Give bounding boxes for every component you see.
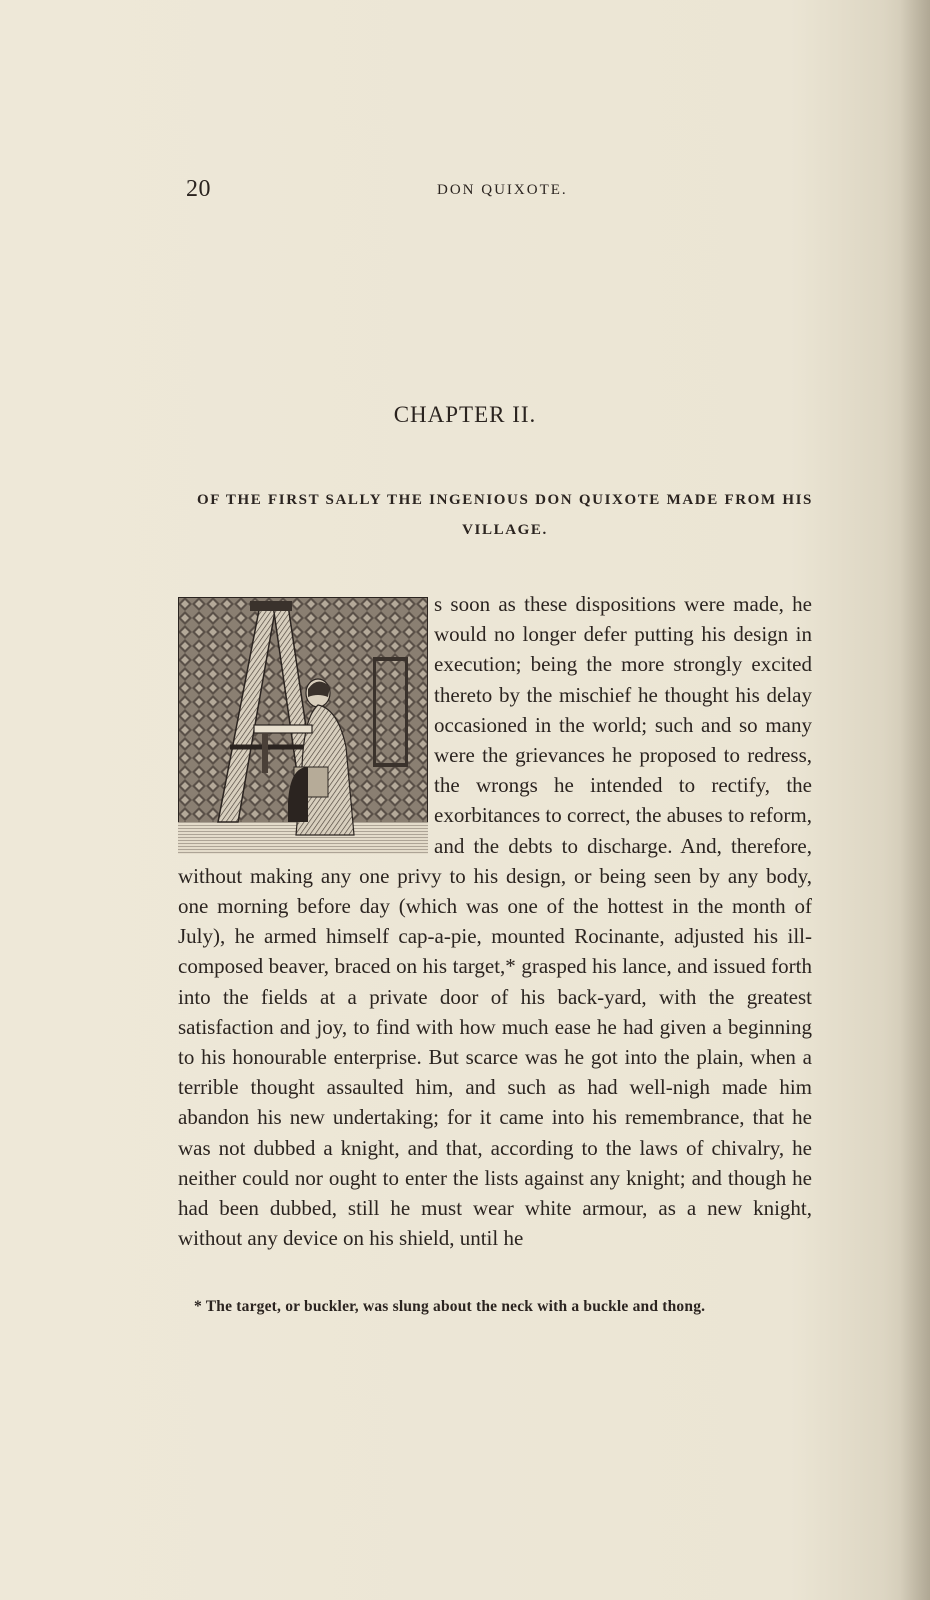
page-number: 20 <box>186 176 211 202</box>
chapter-subtitle: OF THE FIRST SALLY THE INGENIOUS DON QUIXOTE MADE FROM HIS VILLAGE. <box>197 492 813 538</box>
body-paragraph: s soon as these dispositions were made, he would no longer defer putting his design in execution; being the more strongly excited thereto by the mischief he thought his delay occasioned in the world; such and so many were the grievances he proposed to redress, the wrongs he intended to rectify, the exorbitances to correct, the abuses to reform, and the debts to discharge. And, therefore, without making any one privy to his design, or being seen by any body, one morning before day (which was one of the hottest in the month of July), he armed himself cap-a-pie, mounted Rocinante, adjusted his ill-composed beaver, braced on his target,* grasped his lance, and issued forth into the fields at a private door of his back-yard, with the greatest satisfaction and joy, to find with how much ease he had given a beginning to his honourable enterprise. But scarce was he got into the plain, when a terrible thought assaulted him, and such as had well-nigh made him abandon his new undertaking; for it came into his remembrance, that he was not dubbed a knight, and that, according to the laws of chivalry, he neither could nor ought to enter the lists against any knight; and though he had been dubbed, still he must wear white armour, as a new knight, without any device on his shield, until he <box>178 592 812 1251</box>
running-head <box>0 176 930 206</box>
page-edge-shadow <box>900 0 930 1600</box>
footnote: * The target, or buckler, was slung about the neck with a buckle and thong. <box>194 1298 706 1315</box>
running-title: DON QUIXOTE. <box>437 182 568 198</box>
body-text-block <box>178 589 812 1253</box>
chapter-title: CHAPTER II. <box>393 402 537 427</box>
engraved-initial-letter-a-icon <box>178 597 428 854</box>
